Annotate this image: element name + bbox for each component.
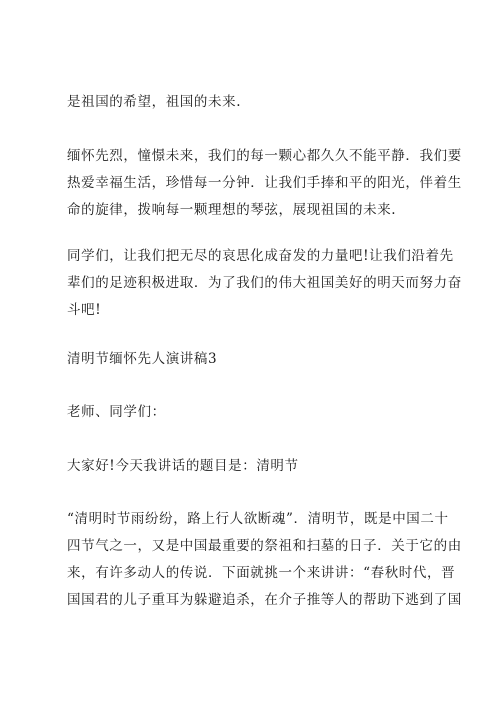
salutation [67,399,437,426]
paragraph-7 [67,506,462,614]
text-line: 国国君的儿子重耳为躲避追杀，在介子推等人的帮助下逃到了国 [67,592,462,608]
text-line: 辈们的足迹积极进取．为了我们的伟大祖国美好的明天而努力奋 [67,275,462,291]
text-line: 同学们，让我们把无尽的哀思化成奋发的力量吧!让我们沿着先 [67,248,454,264]
text-line: 斗吧! [67,302,102,318]
greeting-line [67,453,437,480]
text-line: “清明时节雨纷纷，路上行人欲断魂”．清明节，既是中国二十 [67,511,449,527]
paragraph-1 [67,89,437,116]
text-line: 来，有许多动人的传说．下面就挑一个来讲讲：“春秋时代，晋 [67,565,456,581]
section-heading [67,346,437,373]
heading-text: 清明节缅怀先人演讲稿3 [67,351,218,367]
text-line: 大家好!今天我讲话的题目是：清明节 [67,458,299,474]
text-line: 缅怀先烈，憧憬未来，我们的每一颗心都久久不能平静．我们要 [67,148,462,164]
text-line: 命的旋律，拨响每一颗理想的琴弦，展现祖国的未来. [67,202,397,218]
paragraph-2 [67,143,462,224]
text-line: 四节气之一，又是中国最重要的祭祖和扫墓的日子．关于它的由 [67,538,462,554]
text-line: 老师、同学们： [67,404,166,420]
text-line: 是祖国的希望，祖国的未来. [67,94,242,110]
text-line: 热爱幸福生活，珍惜每一分钟．让我们手捧和平的阳光，伴着生 [67,175,462,191]
paragraph-3 [67,243,462,324]
